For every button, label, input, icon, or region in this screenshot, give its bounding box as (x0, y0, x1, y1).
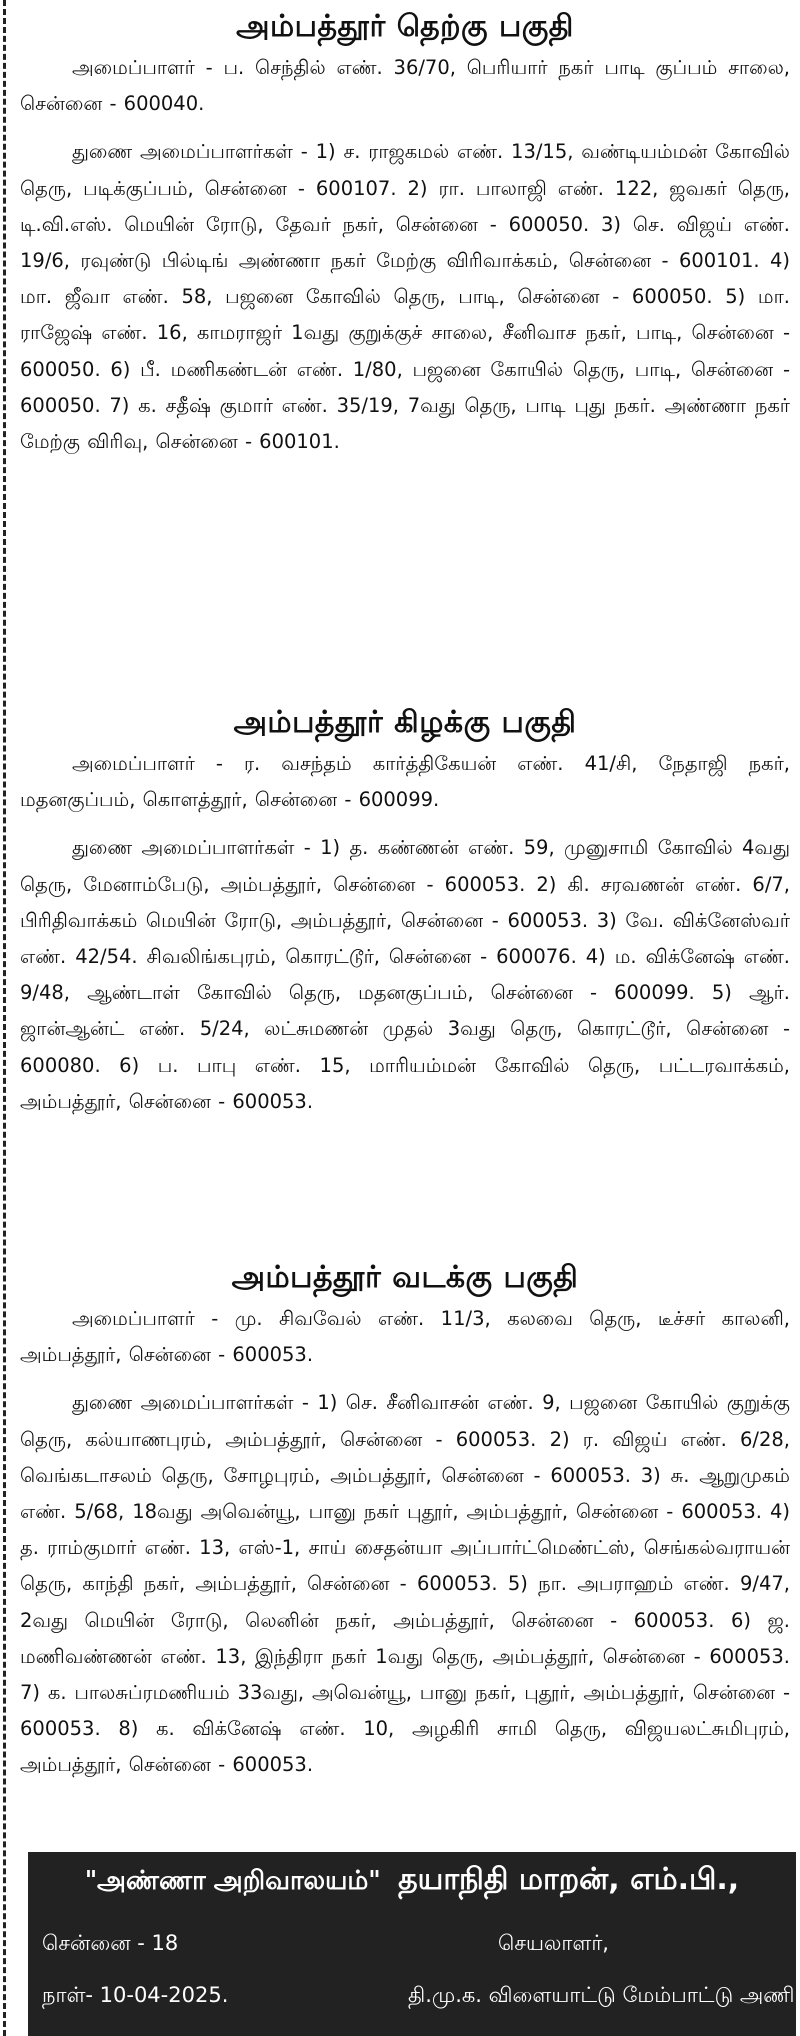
organiser-paragraph: அமைப்பாளர் - மு. சிவவேல் எண். 11/3, கலவை தெரு, டீச்சர் காலனி, அம்பத்தூர், சென்னை - 600053. (20, 1307, 790, 1367)
organiser-paragraph: அமைப்பாளர் - ப. செந்தில் எண். 36/70, பெரியார் நகர் பாடி குப்பம் சாலை, சென்னை - 600040. (20, 56, 790, 116)
deputies-paragraph: துணை அமைப்பாளர்கள் - 1) செ. சீனிவாசன் எண். 9, பஜனை கோயில் குறுக்கு தெரு, கல்யாணபுரம், அம்பத்தூர், சென்னை - 600053. 2) ர. விஜய் எண். 6/28, வெங்கடாசலம் தெரு, சோழபுரம், அம்பத்தூர், சென்னை - 600053. 3) சு. ஆறுமுகம் எண். 5/68, 18வது அவென்யூ, பானு நகர் புதூர், அம்பத்தூர், சென்னை - 600053. 4) த. ராம்குமார் எண். 13, எஸ்-1, சாய் சைதன்யா அப்பார்ட்மெண்ட்ஸ், செங்கல்வராயன் தெரு, காந்தி நகர், அம்பத்தூர், சென்னை - 600053. 5) நா. அபராஹம் எண். 9/47, 2வது மெயின் ரோடு, லெனின் நகர், அம்பத்தூர், சென்னை - 600053. 6) ஜ. மணிவண்ணன் எண். 13, இந்திரா நகர் 1வது தெரு, அம்பத்தூர், சென்னை - 600053. 7) க. பாலசுப்ரமணியம் 33வது, அவென்யூ, பானு நகர், புதூர், அம்பத்தூர், சென்னை - 600053. 8) க. விக்னேஷ் எண். 10, அழகிரி சாமி தெரு, விஜயலட்சுமிபுரம், அம்பத்தூர், சென்னை - 600053. (20, 1391, 790, 1777)
section-north (20, 1255, 790, 1784)
organiser-paragraph: அமைப்பாளர் - ர. வசந்தம் கார்த்திகேயன் எண். 41/சி, நேதாஜி நகர், மதனகுப்பம், கொளத்தூர், சென்னை - 600099. (20, 752, 790, 812)
deputies-paragraph: துணை அமைப்பாளர்கள் - 1) ச. ராஜகமல் எண். 13/15, வண்டியம்மன் கோவில் தெரு, படிக்குப்பம், சென்னை - 600107. 2) ரா. பாலாஜி எண். 122, ஜவகர் தெரு, டி.வி.எஸ். மெயின் ரோடு, தேவர் நகர், சென்னை - 600050. 3) செ. விஜய் எண். 19/6, ரவுண்டு பில்டிங் அண்ணா நகர் மேற்கு விரிவாக்கம், சென்னை - 600101. 4) மா. ஜீவா எண். 58, பஜனை கோவில் தெரு, பாடி, சென்னை - 600050. 5) மா. ராஜேஷ் எண். 16, காமராஜர் 1வது குறுக்குச் சாலை, சீனிவாச நகர், பாடி, சென்னை - 600050. 6) பீ. மணிகண்டன் எண். 1/80, பஜனை கோயில் தெரு, பாடி, சென்னை - 600050. 7) க. சதீஷ் குமார் எண். 35/19, 7வது தெரு, பாடி புது நகர். அண்ணா நகர் மேற்கு விரிவு, சென்னை - 600101. (20, 140, 790, 454)
signatory-wing: தி.மு.க. விளையாட்டு மேம்பாட்டு அணி (408, 1983, 795, 2007)
signatory-name: தயாநிதி மாறன், எம்.பி., (398, 1862, 740, 1897)
footer-city: சென்னை - 18 (42, 1931, 179, 1955)
section-heading: அம்பத்தூர் வடக்கு பகுதி (231, 1260, 579, 1295)
footer-date: நாள்- 10-04-2025. (42, 1983, 229, 2007)
office-name: "அண்ணா அறிவாலயம்" (84, 1866, 381, 1896)
signatory-designation: செயலாளர், (498, 1931, 609, 1955)
notice-body (20, 0, 795, 2036)
section-heading: அம்பத்தூர் கிழக்கு பகுதி (233, 705, 577, 740)
section-south (20, 4, 790, 460)
deputies-paragraph: துணை அமைப்பாளர்கள் - 1) த. கண்ணன் எண். 59, முனுசாமி கோவில் 4வது தெரு, மேனாம்பேடு, அம்பத்தூர், சென்னை - 600053. 2) கி. சரவணன் எண். 6/7, பிரிதிவாக்கம் மெயின் ரோடு, அம்பத்தூர், சென்னை - 600053. 3) வே. விக்னேஸ்வர் எண். 42/54. சிவலிங்கபுரம், கொரட்டூர், சென்னை - 600076. 4) ம. விக்னேஷ் எண். 9/48, ஆண்டாள் கோவில் தெரு, மதனகுப்பம், சென்னை - 600099. 5) ஆர். ஜான்ஆன்ட் எண். 5/24, லட்சுமணன் முதல் 3வது தெரு, கொரட்டூர், சென்னை - 600080. 6) ப. பாபு எண். 15, மாரியம்மன் கோவில் தெரு, பட்டரவாக்கம், அம்பத்தூர், சென்னை - 600053. (20, 836, 790, 1113)
left-dashed-border (3, 0, 6, 2036)
signature-footer (28, 1852, 796, 2036)
section-heading: அம்பத்தூர் தெற்கு பகுதி (236, 9, 574, 44)
footer-title-line (28, 1862, 796, 1901)
section-east (20, 700, 790, 1120)
